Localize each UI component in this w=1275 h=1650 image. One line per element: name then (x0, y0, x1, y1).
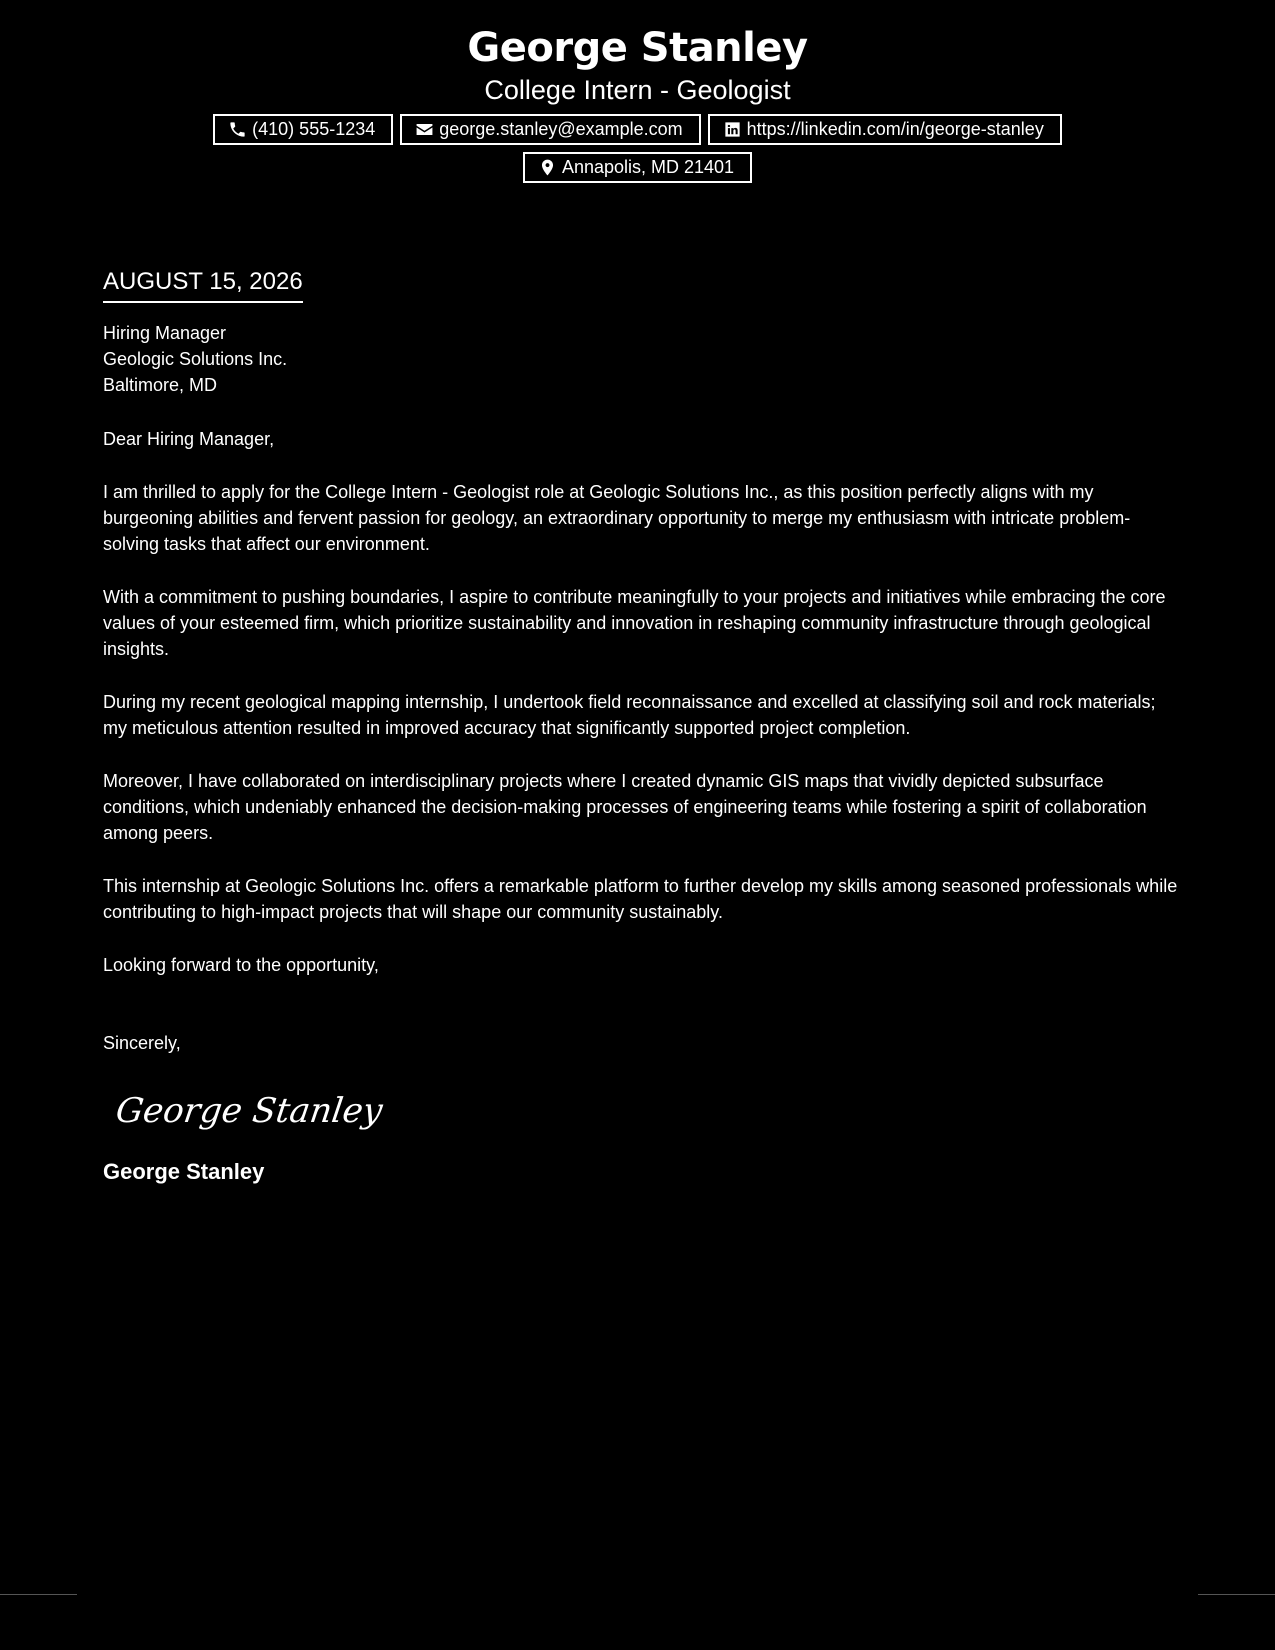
letter-body (103, 266, 1183, 1186)
letter-header (0, 22, 1275, 183)
phone-icon (228, 120, 247, 139)
sign-off: Sincerely, (103, 1033, 181, 1053)
phone-text: (410) 555-1234 (252, 119, 376, 139)
applicant-name: George Stanley (467, 25, 808, 71)
recipient-line: Hiring Manager (103, 323, 227, 343)
body-paragraph: This internship at Geologic Solutions Inc. offers a remarkable platform to further develop my skills among seasoned professionals while contributing to high-impact projects that will shape our community sustainably. (103, 876, 1178, 922)
recipient-line: Geologic Solutions Inc. (103, 349, 288, 369)
salutation: Dear Hiring Manager, (103, 429, 275, 449)
handwritten-signature (113, 1084, 385, 1140)
location-text: Annapolis, MD 21401 (561, 157, 735, 177)
closing-line: Looking forward to the opportunity, (103, 955, 379, 975)
contact-row (0, 114, 1275, 145)
envelope-icon (415, 120, 434, 139)
recipient-line: Baltimore, MD (103, 375, 218, 395)
email-text: george.stanley@example.com (439, 119, 683, 139)
email-chip[interactable] (400, 114, 700, 145)
applicant-title: College Intern - Geologist (484, 75, 791, 105)
location-chip (523, 152, 752, 183)
body-paragraph: With a commitment to pushing boundaries, I aspire to contribute meaningfully to your projects and initiatives while embracing the core values of your esteemed firm, which prioritize sustainability and innovation in reshaping community infrastructure through geological insights. (103, 587, 1166, 659)
body-paragraph: I am thrilled to apply for the College Intern - Geologist role at Geologic Solutions Inc., as this position perfectly aligns with my burgeoning abilities and fervent passion for geology, an extraordinary opportunity to merge my enthusiasm with intricate problem-solving tasks that affect our environment. (103, 482, 1131, 554)
signature-image-text: George Stanley (113, 1091, 385, 1131)
linkedin-text: https://linkedin.com/in/george-stanley (746, 119, 1044, 139)
recipient-block (103, 320, 1183, 398)
body-paragraph: Moreover, I have collaborated on interdisciplinary projects where I created dynamic GIS maps that vividly depicted subsurface conditions, which undeniably enhanced the decision-making processes of engineering teams while fostering a spirit of collaboration among peers. (103, 771, 1147, 843)
body-paragraph: During my recent geological mapping internship, I undertook field reconnaissance and excelled at classifying soil and rock materials; my meticulous attention resulted in improved accuracy that significantly supported project completion. (103, 692, 1156, 738)
footer-divider-left (0, 1594, 77, 1595)
contact-row-2 (0, 152, 1275, 183)
letter-date: AUGUST 15, 2026 (103, 266, 303, 303)
signer-name: George Stanley (103, 1159, 265, 1184)
linkedin-chip[interactable] (708, 114, 1062, 145)
linkedin-icon (723, 120, 742, 139)
phone-chip[interactable] (213, 114, 393, 145)
map-marker-icon (538, 158, 557, 177)
footer-divider-right (1198, 1594, 1275, 1595)
